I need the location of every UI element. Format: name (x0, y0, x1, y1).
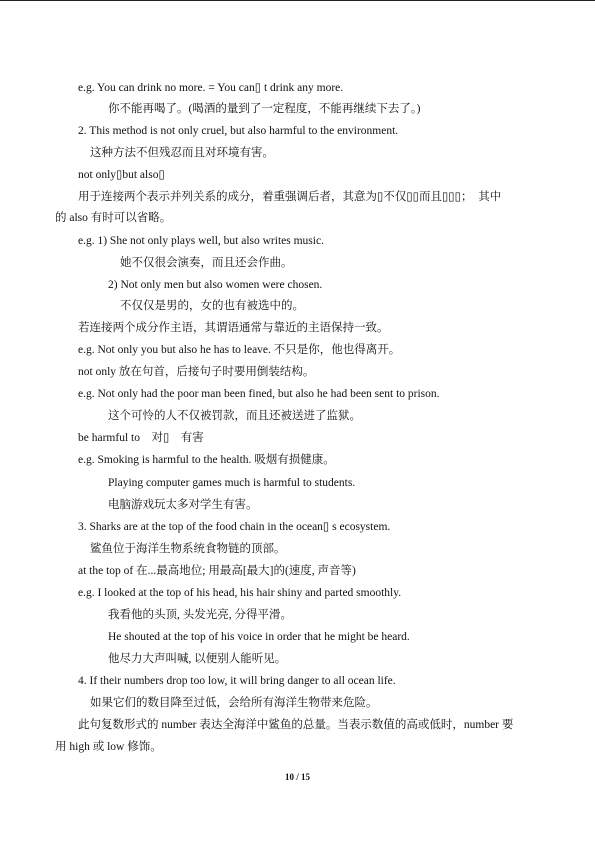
sentence-4: 4. If their numbers drop too low, it will bring danger to all ocean life. (78, 675, 396, 687)
example-1: e.g. 1) She not only plays well, but also writes music. (78, 235, 324, 247)
example-head-translation: 我看他的头顶, 头发光亮, 分得平滑。 (108, 609, 292, 621)
example-2: 2) Not only men but also women were chosen. (108, 279, 323, 291)
example-prison: e.g. Not only had the poor man been fined, but also he had been sent to prison. (78, 388, 440, 400)
sentence-4-translation: 如果它们的数目降至过低，会给所有海洋生物带来危险。 (90, 697, 378, 709)
example-games: Playing computer games much is harmful to students. (108, 477, 356, 489)
page-number: 10 / 15 (284, 772, 310, 782)
example-2-translation: 不仅仅是男的，女的也有被选中的。 (120, 300, 304, 312)
sentence-2: 2. This method is not only cruel, but also harmful to the environment. (78, 125, 399, 137)
example-head: e.g. I looked at the top of his head, his hair shiny and parted smoothly. (78, 587, 402, 599)
inversion-note: not only 放在句首，后接句子时要用倒装结构。 (78, 366, 315, 378)
example-smoking: e.g. Smoking is harmful to the health. 吸烟有损健康。 (78, 454, 335, 466)
example-games-translation: 电脑游戏玩太多对学生有害。 (108, 499, 258, 511)
subject-agreement-note: 若连接两个成分作主语，其谓语通常与靠近的主语保持一致。 (78, 322, 389, 334)
phrase-top-of: at the top of 在...最高地位; 用最高[最大]的(速度, 声音等) (78, 565, 356, 577)
example-shouted: He shouted at the top of his voice in order that he might be heard. (108, 631, 410, 643)
top-border (0, 0, 595, 1)
sentence-3: 3. Sharks are at the top of the food chain in the ocean▯ s ecosystem. (78, 521, 391, 533)
phrase-explanation: 用于连接两个表示并列关系的成分，着重强调后者，其意为▯不仅▯▯而且▯▯▯； 其中 (78, 191, 502, 203)
sentence-2-translation: 这种方法不但残忍而且对环境有害。 (90, 147, 274, 159)
phrase-explanation-cont: 的 also 有时可以省略。 (55, 212, 172, 224)
phrase-not-only: not only▯but also▯ (78, 169, 165, 181)
example-shouted-translation: 他尽力大声叫喊, 以便别人能听见。 (108, 653, 287, 665)
example-drink-translation: 你不能再喝了。(喝酒的量到了一定程度，不能再继续下去了。) (108, 103, 421, 115)
phrase-harmful: be harmful to 对▯ 有害 (78, 432, 204, 444)
example-leave: e.g. Not only you but also he has to leave. 不只是你，他也得离开。 (78, 344, 401, 356)
example-drink-line: e.g. You can drink no more. = You can▯ t drink any more. (78, 82, 344, 94)
example-prison-translation: 这个可怜的人不仅被罚款，而且还被送进了监狱。 (108, 410, 361, 422)
example-1-translation: 她不仅很会演奏，而且还会作曲。 (120, 257, 293, 269)
number-note-cont: 用 high 或 low 修饰。 (55, 741, 162, 753)
number-note: 此句复数形式的 number 表达全海洋中鲨鱼的总量。当表示数值的高或低时，number 要 (78, 719, 514, 731)
sentence-3-translation: 鲨鱼位于海洋生物系统食物链的顶部。 (90, 543, 286, 555)
